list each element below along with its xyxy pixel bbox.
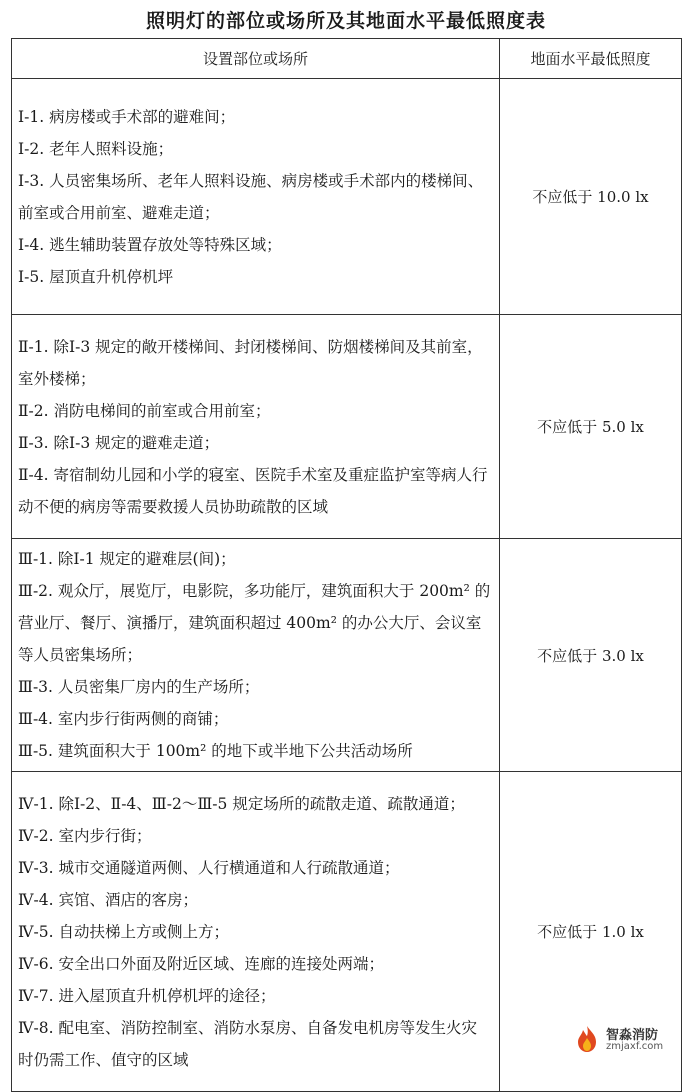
- flame-logo-icon: [572, 1024, 602, 1054]
- illuminance-value: 不应低于 10.0 lx: [500, 79, 682, 315]
- table-row: [12, 315, 682, 539]
- list-item: Ⅰ-1. 病房楼或手术部的避难间；: [18, 107, 236, 126]
- list-item: Ⅰ-5. 屋顶直升机停机坪: [18, 267, 174, 286]
- table-row: [12, 539, 682, 772]
- header-illuminance: 地面水平最低照度: [500, 39, 682, 79]
- places-cell: [12, 772, 500, 1092]
- illuminance-value: 不应低于 1.0 lx: [500, 772, 682, 1092]
- places-cell: [12, 539, 500, 772]
- list-item: Ⅳ-7. 进入屋顶直升机停机坪的途径；: [18, 986, 276, 1005]
- list-item: Ⅱ-1. 除Ⅰ-3 规定的敞开楼梯间、封闭楼梯间、防烟楼梯间及其前室，室外楼梯；: [18, 337, 483, 388]
- watermark-url: zmjaxf.com: [606, 1041, 664, 1052]
- header-places: 设置部位或场所: [12, 39, 500, 79]
- table-title: 照明灯的部位或场所及其地面水平最低照度表: [145, 10, 546, 32]
- list-item: Ⅰ-2. 老年人照料设施；: [18, 139, 174, 158]
- list-item: Ⅲ-4. 室内步行街两侧的商铺；: [18, 710, 229, 728]
- list-item: Ⅳ-1. 除Ⅰ-2、Ⅱ-4、Ⅲ-2～Ⅲ-5 规定场所的疏散走道、疏散通道；: [18, 794, 465, 813]
- list-item: Ⅱ-4. 寄宿制幼儿园和小学的寝室、医院手术室及重症监护室等病人行动不便的病房等需要救援人员协助疏散的区域: [18, 465, 488, 516]
- list-item: Ⅳ-5. 自动扶梯上方或侧上方；: [18, 922, 229, 941]
- list-item: Ⅲ-1. 除Ⅰ-1 规定的避难层(间)；: [18, 550, 236, 568]
- table-header-row: [12, 39, 682, 79]
- list-item: Ⅲ-5. 建筑面积大于 100m² 的地下或半地下公共活动场所: [18, 742, 413, 760]
- illuminance-table: [11, 38, 682, 1092]
- list-item: Ⅳ-4. 宾馆、酒店的客房；: [18, 890, 198, 909]
- list-item: Ⅰ-3. 人员密集场所、老年人照料设施、病房楼或手术部内的楼梯间、前室或合用前室、避难走道；: [18, 171, 484, 222]
- list-item: Ⅲ-2. 观众厅，展览厅，电影院，多功能厅，建筑面积大于 200m² 的营业厅、餐厅、演播厅，建筑面积超过 400m² 的办公大厅、会议室等人员密集场所；: [18, 582, 491, 664]
- list-item: Ⅳ-8. 配电室、消防控制室、消防水泵房、自备发电机房等发生火灾时仍需工作、值守的区域: [18, 1018, 477, 1069]
- places-cell: [12, 79, 500, 315]
- list-item: Ⅱ-2. 消防电梯间的前室或合用前室；: [18, 401, 271, 420]
- list-item: Ⅳ-2. 室内步行街；: [18, 826, 152, 845]
- list-item: Ⅱ-3. 除Ⅰ-3 规定的避难走道；: [18, 433, 220, 452]
- list-item: Ⅳ-6. 安全出口外面及附近区域、连廊的连接处两端；: [18, 954, 384, 973]
- illuminance-value: 不应低于 5.0 lx: [500, 315, 682, 539]
- watermark-name: 智淼消防: [606, 1028, 659, 1043]
- list-item: Ⅲ-3. 人员密集厂房内的生产场所；: [18, 678, 260, 696]
- watermark: [572, 1022, 682, 1056]
- table-row: [12, 79, 682, 315]
- list-item: Ⅳ-3. 城市交通隧道两侧、人行横通道和人行疏散通道；: [18, 858, 400, 877]
- list-item: Ⅰ-4. 逃生辅助装置存放处等特殊区域；: [18, 235, 282, 254]
- places-cell: [12, 315, 500, 539]
- illuminance-value: 不应低于 3.0 lx: [500, 539, 682, 772]
